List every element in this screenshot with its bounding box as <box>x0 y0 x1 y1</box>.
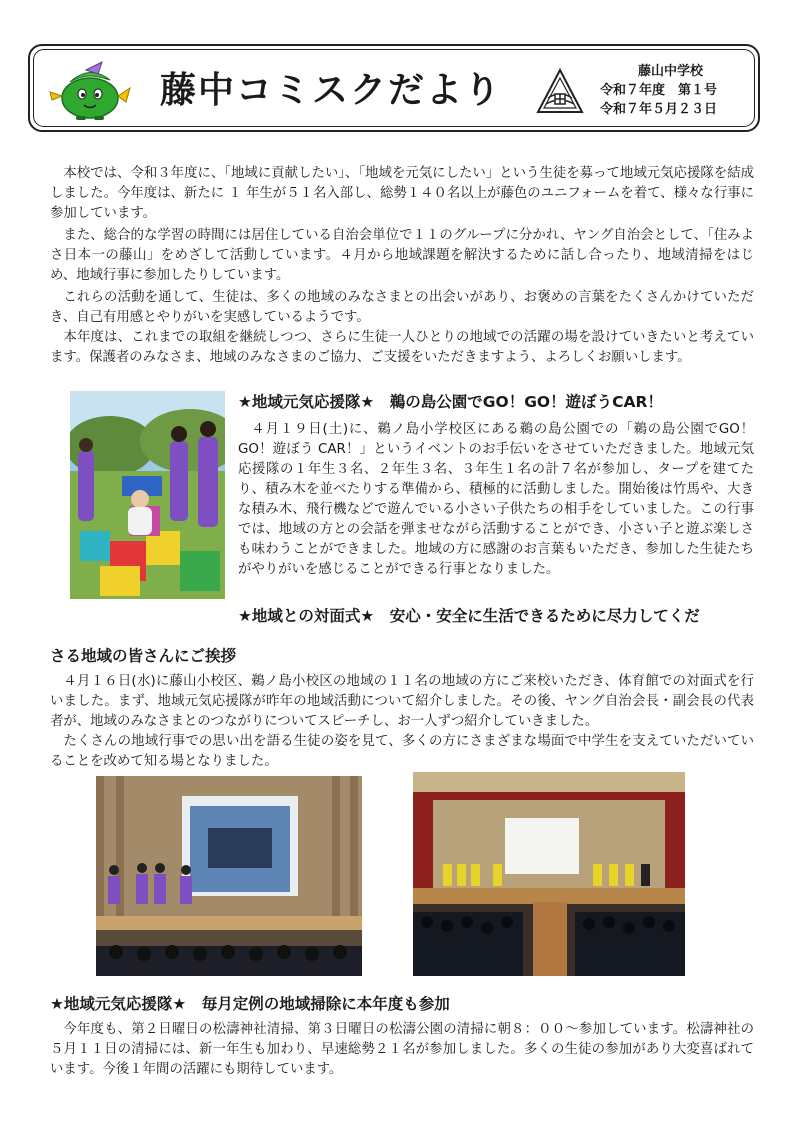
newsletter-title: 藤中コミスクだより <box>160 70 503 111</box>
section1-body: ４月１９日(土)に、鵜ノ島小学校区にある鵜の島公園での「鵜の島公園でGO！ GO！遊ぼう CAR！」というイベントのお手伝いをさせていただきました。地域元気応援隊の１年生３名、２年生３名、３年生１名の計７名が参加し、タープを建てたり、積み木を並べたりする準備から、積極的に活動しました。開始後は竹馬や、大きな積み木、飛行機などで遊んでいる小さい子供たちの相手をしていました。この行事では、地域の方との会話を弾ませながら活動することができ、小さい子と遊ぶ楽しさも味わうことができました。地域の方に感謝のお言葉もいただき、参加した生徒たちがやりがいを感じることができる行事となりました。 <box>238 422 754 577</box>
school-name: 藤山中学校 <box>638 64 704 79</box>
school-info <box>600 62 750 119</box>
intro-paragraph-1: 本校では、令和３年度に、「地域に貢献したい」、「地域を元気にしたい」という生徒を募って地域元気応援隊を結成しました。今年度は、新たに １ 年生が５１名入部し、総勢１４０名以上が藤色のユニフォームを着て、様々な行事に参加しています。 <box>50 166 754 221</box>
section1-heading: ★地域元気応援隊★ 鵜の島公園でGO！GO！遊ぼうCAR！ <box>238 393 663 411</box>
mascot-logo <box>46 58 134 120</box>
park-event-photo <box>70 391 225 599</box>
intro-paragraph-3: これらの活動を通して、生徒は、多くの地域のみなさまとの出会いがあり、お褒めの言葉をたくさんかけていただき、自己有用感とやりがいを実感しているようです。 <box>50 290 754 325</box>
issue-date: 令和７年５月２３日 <box>600 102 718 117</box>
section3-body: 今年度も、第２日曜日の松濤神社清掃、第３日曜日の松濤公園の清掃に朝８：００～参加しています。松濤神社の５月１１日の清掃には、新一年生も加わり、早速総勢２１名が参加しました。多くの生徒の参加があり大変喜ばれています。今後１年間の活躍にも期待しています。 <box>50 1022 754 1077</box>
gym-ceremony-photo <box>413 772 685 976</box>
school-emblem-icon <box>536 68 584 116</box>
section3-heading: ★地域元気応援隊★ 毎月定例の地域掃除に本年度も参加 <box>50 995 450 1013</box>
section2-body-1: ４月１６日(水)に藤山小校区、鵜ノ島小校区の地域の１１名の地域の方にご来校いただき、体育館での対面式を行いました。まず、地域元気応援隊が昨年の地域活動について紹介しました。その後、ヤング自治会長・副会長の代表者が、地域のみなさまとのつながりについてスピーチし、お一人ずつ紹介していきました。 <box>50 674 754 729</box>
intro-paragraph-4: 本年度は、これまでの取組を継続しつつ、さらに生徒一人ひとりの地域での活躍の場を設けていきたいと考えています。保護者のみなさま、地域のみなさまのご協力、ご支援をいただきますよう、よろしくお願いします。 <box>50 330 754 365</box>
intro-paragraph-2: また、総合的な学習の時間には居住している自治会単位で１１のグループに分かれ、ヤング自治会として、「住みよさ日本一の藤山」をめざして活動しています。４月から地域課題を解決するために話し合ったり、地域清掃をはじめ、地域行事に参加したりしています。 <box>50 228 754 283</box>
section2-body-2: たくさんの地域行事での思い出を語る生徒の姿を見て、多くの方にさまざまな場面で中学生を支えていただいていることを改めて知る場となりました。 <box>50 734 754 769</box>
issue-number: 令和７年度 第１号 <box>600 83 718 98</box>
gym-presentation-photo <box>96 776 362 976</box>
section2-heading: ★地域との対面式★ 安心・安全に生活できるために尽力してくだ <box>238 607 700 625</box>
section2-heading-continued: さる地域の皆さんにご挨拶 <box>50 647 237 665</box>
